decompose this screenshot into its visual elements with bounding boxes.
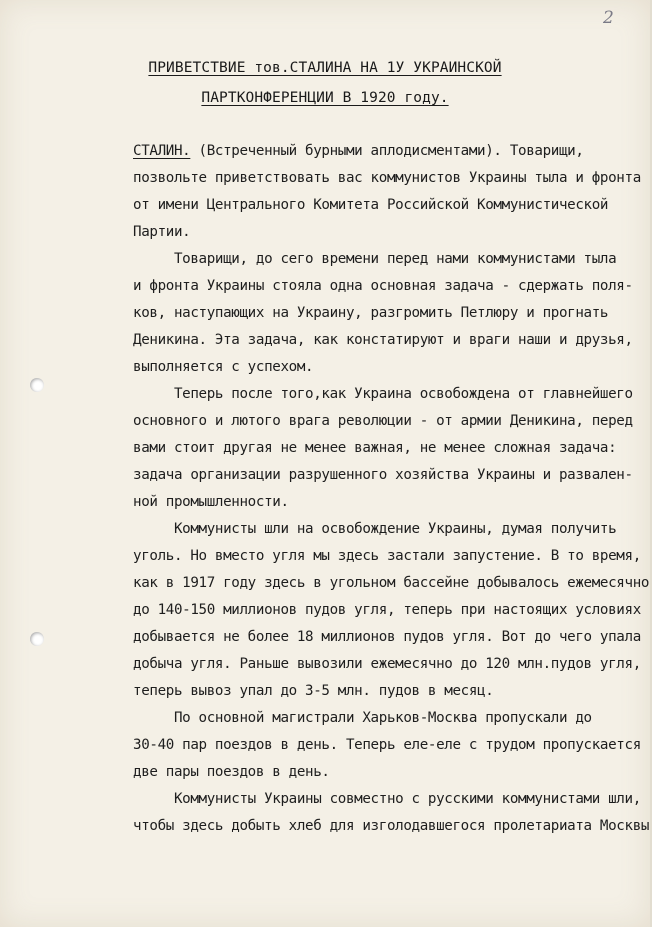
- text-line: Партии.: [133, 224, 191, 240]
- text-line: теперь вывоз упал до 3-5 млн. пудов в месяц.: [133, 683, 494, 699]
- document-title-line-2: [0, 90, 650, 106]
- text-line: чтобы здесь добыть хлеб для изголодавшегося пролетариата Москвы: [133, 818, 650, 834]
- text-line: Теперь после того,как Украина освобождена от главнейшего: [133, 386, 633, 402]
- text-line: позвольте приветствовать вас коммунистов Украины тыла и фронта: [133, 170, 641, 186]
- text-line: Коммунисты шли на освобождение Украины, думая получить: [133, 521, 617, 537]
- text-line: основного и лютого врага революции - от армии Деникина, перед: [133, 413, 633, 429]
- text-line-content: (Встреченный бурными аплодисментами). Товарищи,: [190, 143, 584, 159]
- text-line: [133, 143, 584, 159]
- text-line: как в 1917 году здесь в угольном бассейне добывалось ежемесячно: [133, 575, 650, 591]
- text-line: уголь. Но вместо угля мы здесь застали запустение. В то время,: [133, 548, 641, 564]
- title-line-2-text: ПАРТКОНФЕРЕНЦИИ В 1920 году.: [201, 90, 449, 106]
- page-number: 2: [603, 8, 614, 28]
- text-line: 30-40 пар поездов в день. Теперь еле-еле с трудом пропускается: [133, 737, 641, 753]
- text-line: ной промышленности.: [133, 494, 289, 510]
- text-line: ков, наступающих на Украину, разгромить Петлюру и прогнать: [133, 305, 609, 321]
- document-title-line-1: [0, 60, 650, 76]
- punch-hole-top: [30, 378, 44, 392]
- speaker-name: СТАЛИН.: [133, 143, 191, 159]
- title-line-1-text: ПРИВЕТСТВИЕ тов.СТАЛИНА НА 1У УКРАИНСКОЙ: [148, 60, 502, 76]
- text-line: вами стоит другая не менее важная, не менее сложная задача:: [133, 440, 617, 456]
- text-line: добыча угля. Раньше вывозили ежемесячно до 120 млн.пудов угля,: [133, 656, 641, 672]
- text-line: и фронта Украины стояла одна основная задача - сдержать поля-: [133, 278, 633, 294]
- text-line: до 140-150 миллионов пудов угля, теперь при настоящих условиях: [133, 602, 641, 618]
- text-line: задача организации разрушенного хозяйства Украины и развален-: [133, 467, 633, 483]
- text-line: Деникина. Эта задача, как констатируют и враги наши и друзья,: [133, 332, 633, 348]
- text-line: По основной магистрали Харьков-Москва пропускали до: [133, 710, 592, 726]
- text-line: выполняется с успехом.: [133, 359, 314, 375]
- text-line: Коммунисты Украины совместно с русскими коммунистами шли,: [133, 791, 641, 807]
- text-line: добывается не более 18 миллионов пудов угля. Вот до чего упала: [133, 629, 641, 645]
- text-line: от имени Центрального Комитета Российской Коммунистической: [133, 197, 609, 213]
- text-line: Товарищи, до сего времени перед нами коммунистами тыла: [133, 251, 617, 267]
- punch-hole-bottom: [30, 632, 44, 646]
- text-line: две пары поездов в день.: [133, 764, 330, 780]
